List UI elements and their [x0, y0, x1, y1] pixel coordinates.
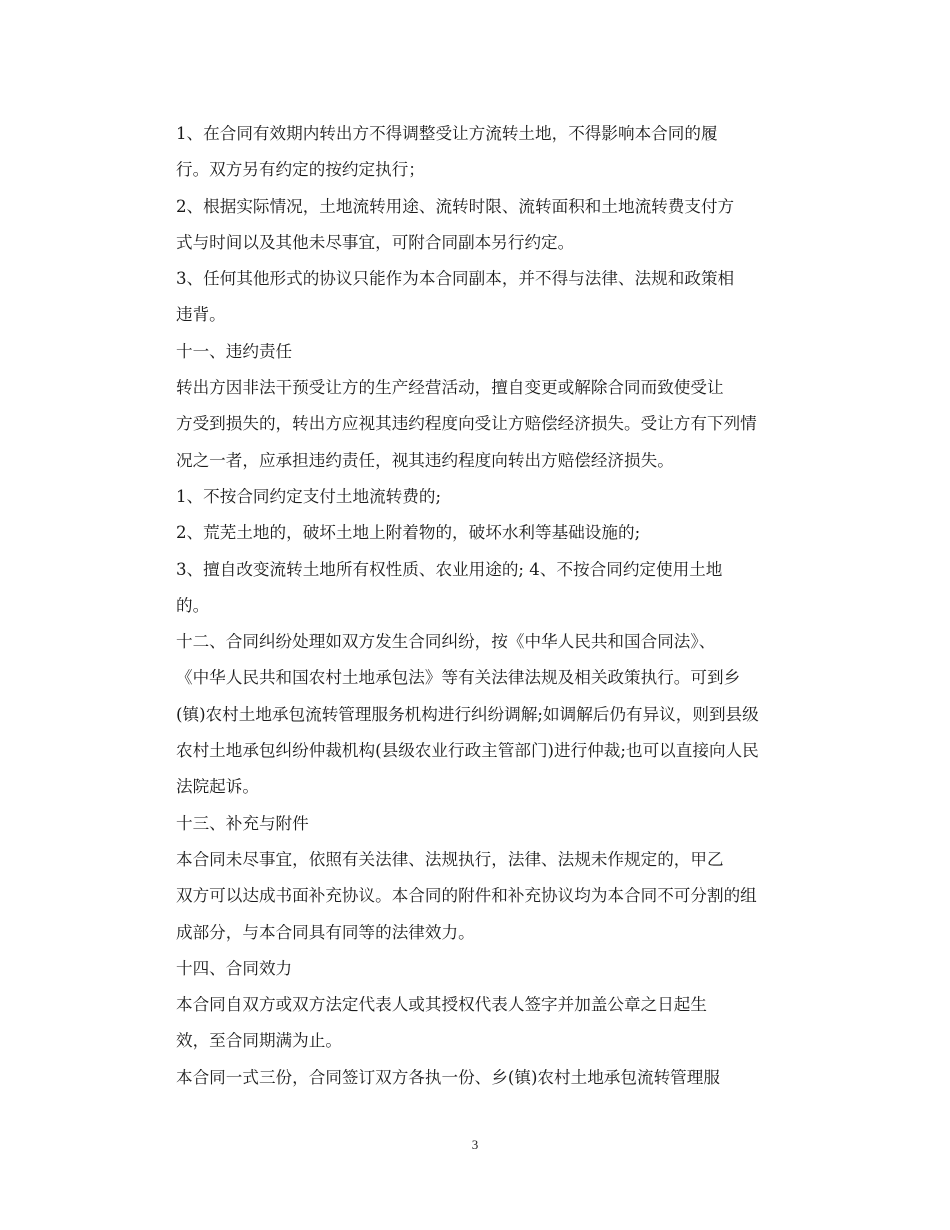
text-line: 本合同未尽事宜，依照有关法律、法规执行，法律、法规未作规定的，甲乙 [176, 849, 724, 869]
text-line: 十四、合同效力 [176, 958, 293, 978]
text-line: 行。双方另有约定的按约定执行； [176, 160, 425, 180]
paragraph [143, 116, 807, 189]
text-line: 况之一者，应承担违约责任，视其违约程度向转出方赔偿经济损失。 [176, 450, 674, 470]
text-line: 本合同一式三份，合同签订双方各执一份、乡(镇)农村土地承包流转管理服 [176, 1067, 720, 1087]
text-line: (镇)农村土地承包流转管理服务机构进行纠纷调解;如调解后仍有异议，则到县级 [176, 704, 759, 724]
paragraph [143, 261, 807, 334]
paragraph [143, 552, 807, 625]
text-line: 1、不按合同约定支付土地流转费的; [176, 486, 442, 506]
text-line: 法院起诉。 [176, 777, 259, 797]
paragraph [143, 479, 807, 515]
paragraph [143, 1060, 807, 1096]
text-line: 双方可以达成书面补充协议。本合同的附件和补充协议均为本合同不可分割的组 [176, 886, 757, 906]
text-line: 《中华人民共和国农村土地承包法》等有关法律法规及相关政策执行。可到乡 [176, 668, 741, 688]
text-line: 十三、补充与附件 [176, 813, 309, 833]
section-heading [143, 806, 807, 842]
paragraph [143, 189, 807, 262]
paragraph [143, 987, 807, 1060]
text-line: 式与时间以及其他未尽事宜，可附合同副本另行约定。 [176, 232, 575, 252]
document-body [143, 116, 807, 1096]
text-line: 方受到损失的，转出方应视其违约程度向受让方赔偿经济损失。受让方有下列情 [176, 414, 757, 434]
paragraph [143, 624, 807, 805]
text-line: 3、任何其他形式的协议只能作为本合同副本，并不得与法律、法规和政策相 [176, 269, 735, 289]
text-line: 违背。 [176, 305, 226, 325]
section-heading [143, 951, 807, 987]
paragraph [143, 515, 807, 551]
section-heading [143, 334, 807, 370]
text-line: 2、荒芜土地的，破坏土地上附着物的，破坏水利等基础设施的; [176, 523, 641, 543]
text-line: 转出方因非法干预受让方的生产经营活动，擅自变更或解除合同而致使受让 [176, 378, 724, 398]
text-line: 十一、违约责任 [176, 341, 293, 361]
page-number: 3 [471, 1137, 479, 1152]
text-line: 1、在合同有效期内转出方不得调整受让方流转土地，不得影响本合同的履 [176, 124, 718, 143]
text-line: 2、根据实际情况，土地流转用途、流转时限、流转面积和土地流转费支付方 [176, 196, 735, 216]
text-line: 的。 [176, 595, 210, 615]
text-line: 成部分，与本合同具有同等的法律效力。 [176, 922, 475, 942]
text-line: 农村土地承包纠纷仲裁机构(县级农业行政主管部门)进行仲裁;也可以直接向人民 [176, 741, 759, 761]
text-line: 十二、合同纠纷处理如双方发生合同纠纷，按《中华人民共和国合同法》、 [176, 632, 716, 652]
paragraph [143, 842, 807, 951]
paragraph [143, 370, 807, 479]
text-line: 本合同自双方或双方法定代表人或其授权代表人签字并加盖公章之日起生 [176, 995, 707, 1015]
text-line: 3、擅自改变流转土地所有权性质、农业用途的; 4、不按合同约定使用土地 [176, 559, 723, 579]
text-line: 效，至合同期满为止。 [176, 1031, 342, 1051]
